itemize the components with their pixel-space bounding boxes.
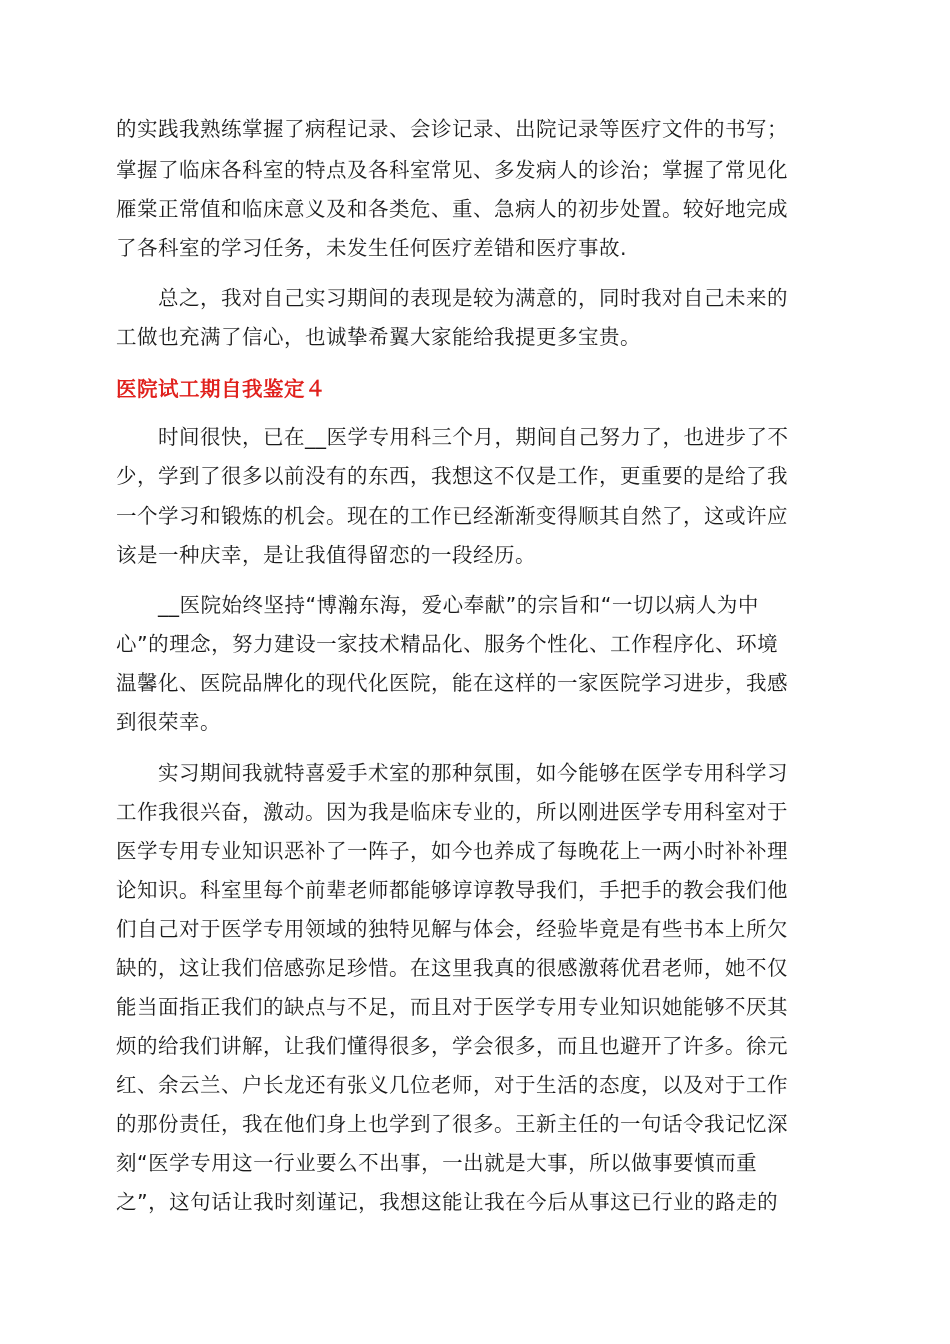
text-line: 工作我很兴奋，激动。因为我是临床专业的，所以刚进医学专用科室对于 <box>116 800 788 824</box>
text-line: 们自己对于医学专用领域的独特见解与体会，经验毕竟是有些书本上所欠 <box>116 917 788 941</box>
text-line: 论知识。科室里每个前辈老师都能够谆谆教导我们，手把手的教会我们他 <box>116 878 788 902</box>
text-line: 温馨化、医院品牌化的现代化医院，能在这样的一家医院学习进步，我感 <box>116 671 788 695</box>
text-line: 了各科室的学习任务，未发生任何医疗差错和医疗事故. <box>116 236 628 260</box>
text-line: 一个学习和锻炼的机会。现在的工作已经渐渐变得顺其自然了，这或许应 <box>116 504 788 528</box>
text-line: 的实践我熟练掌握了病程记录、会诊记录、出院记录等医疗文件的书写； <box>116 117 788 141</box>
text-line: 的那份责任，我在他们身上也学到了很多。王新主任的一句话令我记忆深 <box>116 1112 788 1136</box>
text-line: 能当面指正我们的缺点与不足，而且对于医学专用专业知识她能够不厌其 <box>116 995 788 1019</box>
text-line: 总之，我对自己实习期间的表现是较为满意的，同时我对自己未来的 <box>116 286 788 310</box>
text-line: 时间很快，已在__医学专用科三个月，期间自己努力了，也进步了不 <box>116 425 789 449</box>
text-line: __医院始终坚持“博瀚东海，爱心奉献”的宗旨和“一切以病人为中 <box>116 593 759 617</box>
text-line: 工做也充满了信心，也诚挚希翼大家能给我提更多宝贵。 <box>116 325 641 349</box>
text-line: 烦的给我们讲解，让我们懂得很多，学会很多，而且也避开了许多。徐元 <box>116 1034 788 1058</box>
text-line: 实习期间我就特喜爱手术室的那种氛围，如今能够在医学专用科学习 <box>116 761 788 785</box>
text-line: 掌握了临床各科室的特点及各科室常见、多发病人的诊治；掌握了常见化 <box>116 158 788 182</box>
text-line: 雁棠正常值和临床意义及和各类危、重、急病人的初步处置。较好地完成 <box>116 197 788 221</box>
section-heading: 医院试工期自我鉴定４ <box>116 377 326 401</box>
text-line: 少，学到了很多以前没有的东西，我想这不仅是工作，更重要的是给了我 <box>116 464 788 488</box>
text-line: 该是一种庆幸，是让我值得留恋的一段经历。 <box>116 543 536 567</box>
text-line: 缺的，这让我们倍感弥足珍惜。在这里我真的很感激蒋优君老师，她不仅 <box>116 956 788 980</box>
text-line: 心”的理念，努力建设一家技术精品化、服务个性化、工作程序化、环境 <box>116 632 779 656</box>
text-line: 医学专用专业知识恶补了一阵子，如今也养成了每晚花上一两小时补补理 <box>116 839 788 863</box>
text-line: 红、余云兰、户长龙还有张义几位老师，对于生活的态度，以及对于工作 <box>116 1073 788 1097</box>
text-line: 到很荣幸。 <box>116 710 221 734</box>
text-line: 刻“医学专用这一行业要么不出事，一出就是大事，所以做事要慎而重 <box>116 1151 758 1175</box>
text-line: 之”，这句话让我时刻谨记，我想这能让我在今后从事这已行业的路走的 <box>116 1190 779 1214</box>
